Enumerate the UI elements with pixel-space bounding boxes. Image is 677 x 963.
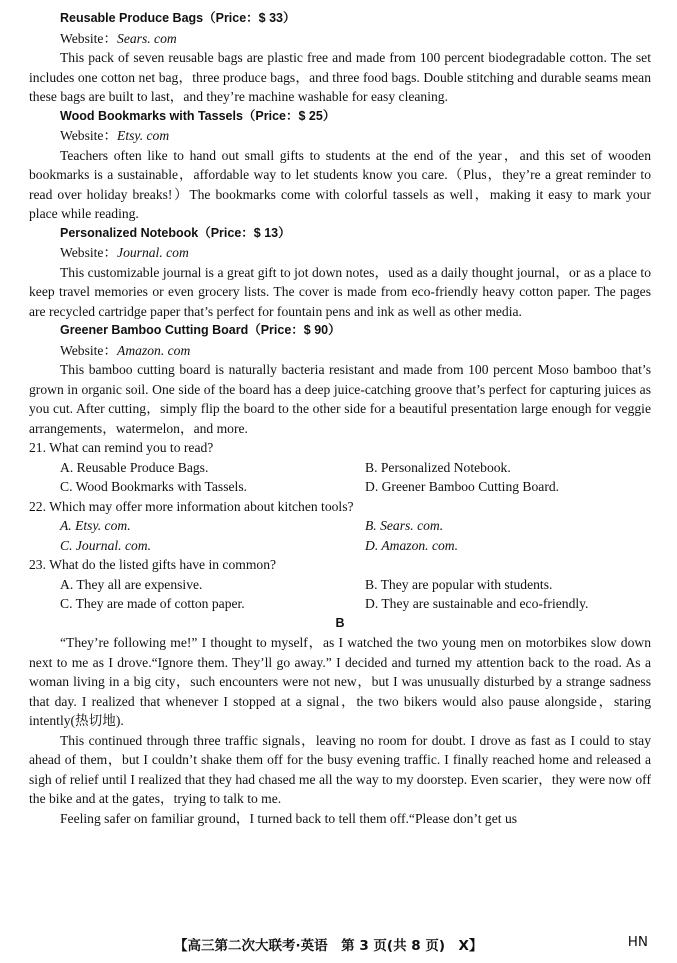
item-website <box>29 341 651 361</box>
passage-paragraph: This continued through three traffic signals，leaving no room for doubt. I drove as fast as I could to stay ahead of them，but I couldn’t shake them off for the busy evening traffic. I finally reached home and released a sigh of relief until I realized that they had chased me all the way to my doorstep. Even scarier，they were now off the bike and at the gates，trying to talk to me. <box>29 732 651 806</box>
option-a: A. Reusable Produce Bags. <box>60 459 209 475</box>
website-label: Website： <box>60 245 118 260</box>
website-label: Website： <box>60 342 118 358</box>
item-title: Personalized Notebook（Price：$ 13） <box>60 225 291 240</box>
option-c: C. Journal. com. <box>60 537 151 553</box>
option-b: B. Personalized Notebook. <box>365 459 511 475</box>
item-description: This customizable journal is a great gift to jot down notes，used as a daily thought journal，or as a place to keep travel memories or even grocery lists. The cover is made from eco-friendly heavy cotton paper. The pages are recycled cartridge paper that’s perfect for fountain pens and ink as well as other media. <box>29 264 651 319</box>
item-website <box>29 126 651 146</box>
page-content <box>29 9 651 828</box>
item-website <box>29 29 651 49</box>
website-name: Etsy. com <box>117 128 170 143</box>
option-c: C. Wood Bookmarks with Tassels. <box>60 479 248 494</box>
option-row <box>29 575 651 595</box>
footer-region-code: HN <box>627 934 648 950</box>
item-description: Teachers often like to hand out small gifts to students at the end of the year，and this set of wooden bookmarks is a sustainable，affordable way to let students know you care.（Plus，they’re a great reminder to read over holiday breaks!）The bookmarks come with colorful tassels as well，making it easy to mark your place while reading. <box>29 147 651 221</box>
option-row <box>29 516 651 536</box>
option-row <box>29 458 651 478</box>
option-row <box>29 594 651 614</box>
website-name: Amazon. com <box>117 342 191 358</box>
option-row <box>29 536 651 556</box>
option-b: B. Sears. com. <box>365 518 444 533</box>
website-name: Sears. com <box>117 30 177 46</box>
option-row <box>29 477 651 497</box>
option-d: D. They are sustainable and eco-friendly. <box>365 596 589 611</box>
website-label: Website： <box>60 30 118 46</box>
website-label: Website： <box>60 128 118 143</box>
section-heading: B <box>335 615 345 630</box>
option-d: D. Greener Bamboo Cutting Board. <box>365 479 560 494</box>
option-a: A. They all are expensive. <box>60 576 203 592</box>
question-stem: 23. What do the listed gifts have in common? <box>29 557 277 572</box>
item-title: Reusable Produce Bags（Price：$ 33） <box>60 11 296 25</box>
passage-paragraph: “They’re following me!” I thought to myself，as I watched the two young men on motorbikes slow down next to me as I drove.“Ignore them. They’ll go away.” I decided and turned my attention back to the road. As a woman living in a big city，such encounters were not new，but I was unusually disturbed by a strange sadness that day. I realized that whenever I stopped at a signal，the two bikers would also pause alongside，staring intently(热切地). <box>29 635 651 728</box>
item-description: This pack of seven reusable bags are plastic free and made from 100 percent biodegradable cotton. The set includes one cotton net bag，three produce bags，and three food bags. Double stitching and durable seams mean these bags are built to last，and they’re machine washable for easy cleaning. <box>29 50 651 104</box>
item-website <box>29 243 651 263</box>
option-c: C. They are made of cotton paper. <box>60 596 245 611</box>
option-b: B. They are popular with students. <box>365 576 553 592</box>
footer-exam-info: 【高三第二次大联考·英语 第 3 页(共 8 页) X】 <box>174 938 483 954</box>
website-name: Journal. com <box>117 245 189 260</box>
option-d: D. Amazon. com. <box>365 537 459 553</box>
option-a: A. Etsy. com. <box>60 518 131 533</box>
item-title: Wood Bookmarks with Tassels（Price：$ 25） <box>60 108 336 123</box>
question-stem: 22. Which may offer more information about kitchen tools? <box>29 498 354 514</box>
passage-paragraph: Feeling safer on familiar ground，I turned back to tell them off.“Please don’t get us <box>60 810 518 826</box>
page-footer <box>0 934 677 954</box>
question-stem: 21. What can remind you to read? <box>29 440 214 455</box>
item-description: This bamboo cutting board is naturally bacteria resistant and made from 100 percent Moso bamboo that’s grown in organic soil. One side of the board has a deep juice-catching groove that’s perfect for capturing juices as you cut. After cutting，simply flip the board to the other side for a beautiful presentation large enough for veggie arrangements，watermelon，and more. <box>29 362 651 436</box>
item-title: Greener Bamboo Cutting Board（Price：$ 90） <box>60 323 341 337</box>
